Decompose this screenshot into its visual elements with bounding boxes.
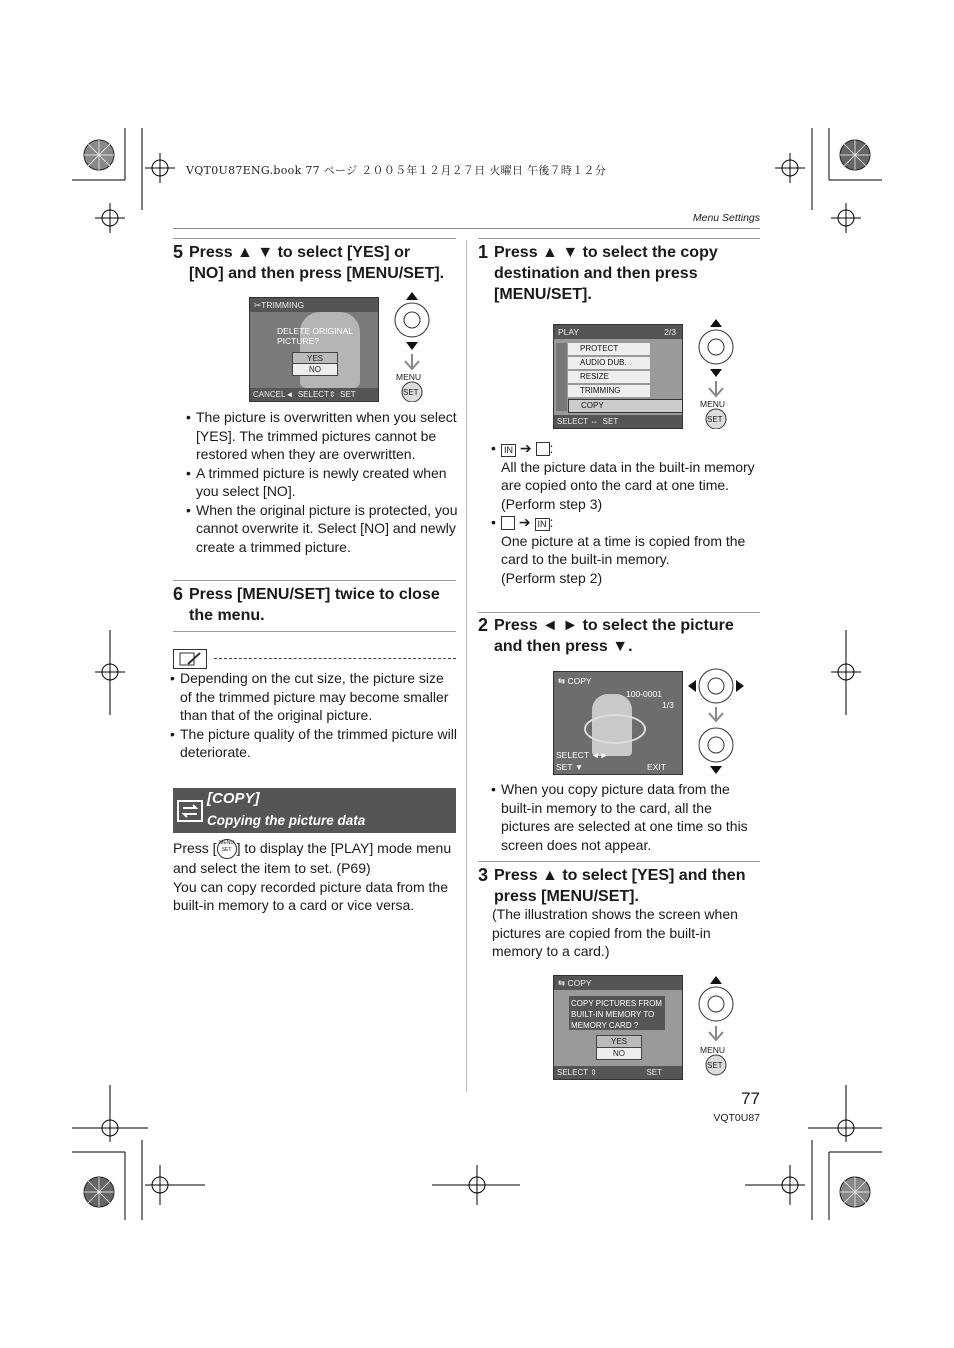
bullet-step2: • When you copy picture data from the built-in memory to the card, all the pictures are selected at one time so this screen does not appear.	[491, 780, 763, 854]
built-in-memory-icon: IN	[501, 444, 516, 457]
step-6: 6 Press [MENU/SET] twice to close the menu.	[173, 584, 440, 624]
card-icon	[501, 516, 515, 530]
step-3: 3 Press ▲ to select [YES] and then press [MENU/SET].	[478, 865, 746, 905]
print-header: VQT0U87ENG.book 77 ページ ２００５年１２月２７日 火曜日 午後７時１２分	[186, 164, 607, 177]
notes-list: • Depending on the cut size, the picture size of the trimmed picture may become smaller than that of the original picture. • The picture quality of the trimmed picture will deteriorate.	[170, 669, 458, 762]
step-1: 1 Press ▲ ▼ to select the copy destination and then press [MENU/SET].	[478, 242, 718, 303]
page-number: 77	[741, 1089, 760, 1108]
control-pad: MENU SET	[393, 292, 431, 402]
step-2: 2 Press ◄ ► to select the picture and then press ▼.	[478, 615, 734, 655]
menu-set-icon: MENU SET	[217, 839, 237, 859]
trimming-screen: ✂TRIMMING DELETE ORIGINAL PICTURE? YES NO CANCEL◄ SELECT⇕ SET	[249, 297, 379, 402]
document-code: VQT0U87	[713, 1112, 760, 1124]
copy-confirm-screen: ⇆ COPY COPY PICTURES FROM BUILT-IN MEMORY TO MEMORY CARD ? YES NO SELECT ⇕ SET	[553, 975, 683, 1080]
copy-icon	[177, 800, 203, 822]
control-pad: MENU SET	[697, 976, 735, 1086]
built-in-memory-icon: IN	[535, 518, 550, 531]
copy-direction-bullets: • IN ➔ : All the picture data in the built-in memory are copied onto the card at one time. (Perform step 3) • ➔ IN : One picture at a time is copied from the card to the built-in memory. (Perform step 2)	[491, 439, 763, 587]
arrow-right-icon: ➔	[518, 514, 531, 530]
arrow-right-icon: ➔	[519, 440, 532, 456]
copy-icon: ⇆	[558, 676, 566, 686]
control-pad	[686, 667, 746, 777]
copy-section-band: [COPY] Copying the picture data	[173, 788, 456, 833]
step-5: 5 Press ▲ ▼ to select [YES] or [NO] and then press [MENU/SET].	[173, 242, 445, 282]
card-icon	[536, 442, 550, 456]
step3-note: (The illustration shows the screen when pictures are copied from the built-in memory to a card.)	[492, 906, 738, 959]
control-pad: MENU SET	[697, 319, 735, 429]
copy-icon: ⇆	[558, 978, 566, 988]
section-label: Menu Settings	[692, 212, 760, 224]
note-icon	[173, 649, 207, 669]
copy-picture-screen: ⇆ COPY 100-0001 1/3 SELECT ◄► SET ▼ EXIT	[553, 671, 683, 775]
scissors-icon: ✂	[254, 300, 262, 310]
copy-intro: Press [ MENU SET ] to display the [PLAY] mode menu and select the item to set. (P69) You can copy recorded picture data from the built-in memory to a card or vice versa.	[173, 840, 452, 914]
bullets-step5: • The picture is overwritten when you select [YES]. The trimmed pictures cannot be restored when they are overwritten. • A trimmed picture is newly created when you select [NO]. • When the original picture is protected, you cannot overwrite it. Select [NO] and newly create a trimmed picture.	[186, 408, 458, 556]
play-menu-screen: PLAY 2/3 PROTECT AUDIO DUB. RESIZE TRIMMING COPY SELECT ⇔ SET	[553, 324, 683, 429]
